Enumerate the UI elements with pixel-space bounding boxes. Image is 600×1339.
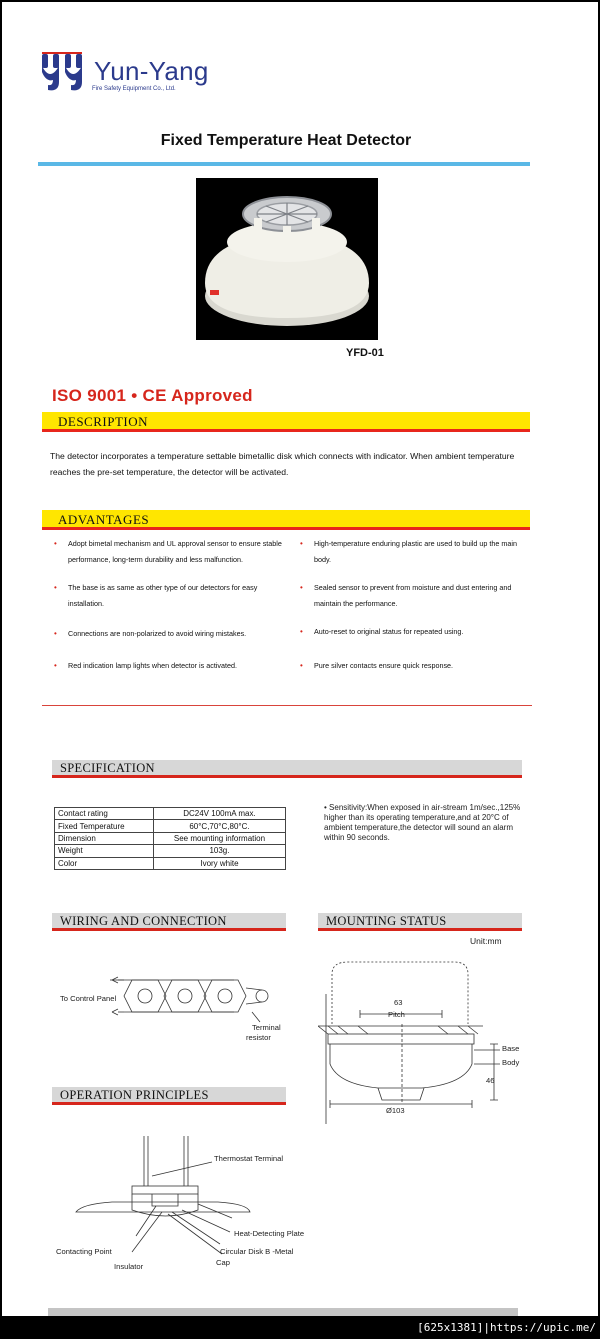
list-item: • Red indication lamp lights when detector is activated. [68, 658, 290, 674]
table-row: Contact rating DC24V 100mA max. [55, 808, 286, 820]
document-page [2, 2, 598, 1316]
yun-yang-logo-icon [40, 52, 88, 96]
body-label: Body [502, 1058, 520, 1067]
list-item: • Pure silver contacts ensure quick response. [314, 658, 528, 674]
list-item: • Connections are non-polarized to avoid wiring mistakes. [68, 626, 290, 642]
advantages-heading: ADVANTAGES [58, 512, 150, 527]
list-item: • High-temperature enduring plastic are used to build up the main body. [314, 536, 528, 568]
list-item: • Sealed sensor to prevent from moisture and dust entering and maintain the performance. [314, 580, 528, 612]
contacting-point-label: Contacting Point [56, 1247, 112, 1256]
terminal-label: Terminal [252, 1023, 281, 1032]
heat-detecting-plate-label: Heat-Detecting Plate [234, 1229, 305, 1238]
bullet-icon: • [54, 629, 57, 638]
bullet-icon: • [324, 803, 330, 812]
brand-subtitle: Fire Safety Equipment Co., Ltd. [92, 86, 176, 92]
diameter-dimension: Ø103 [386, 1106, 405, 1115]
mounting-heading: MOUNTING STATUS [326, 914, 447, 928]
insulator-label: Insulator [114, 1262, 144, 1271]
title-divider [38, 162, 530, 166]
operation-diagram [72, 1132, 252, 1262]
base-label: Base [502, 1044, 520, 1053]
pitch-label: Pitch [388, 1010, 405, 1019]
operation-header [52, 1087, 286, 1105]
resistor-label: resistor [246, 1033, 271, 1042]
thermostat-terminal-label: Thermostat Terminal [214, 1154, 284, 1163]
list-item: • Adopt bimetal mechanism and UL approval sensor to ensure stable performance, long-term durability and less malfunction. [68, 536, 290, 568]
table-row: Dimension See mounting information [55, 832, 286, 844]
bullet-icon: • [300, 539, 303, 548]
bottom-scroll-bar [48, 1308, 518, 1316]
mounting-diagram [318, 954, 528, 1134]
image-host-tag: [625x1381]|https://upic.me/ [417, 1321, 596, 1334]
height-dimension: 46 [486, 1076, 495, 1085]
section-divider [42, 705, 532, 706]
specification-header [52, 760, 522, 778]
circular-disk-label: Circular Disk B -Metal [220, 1247, 294, 1256]
bullet-icon: • [300, 583, 303, 592]
certification-banner: ISO 9001 • CE Approved [52, 386, 253, 405]
table-row: Fixed Temperature 60°C,70°C,80°C. [55, 820, 286, 832]
description-text: The detector incorporates a temperature settable bimetallic disk which connects with indicator. When ambient temperature reaches the pre-set temperature, the detector will be activated. [50, 451, 515, 477]
mounting-header [318, 913, 522, 931]
bullet-icon: • [300, 661, 303, 670]
detector-photo [196, 178, 378, 340]
bullet-icon: • [54, 539, 57, 548]
description-header [42, 412, 530, 432]
advantages-header [42, 510, 530, 530]
wiring-heading: WIRING AND CONNECTION [60, 914, 227, 928]
image-size-label: [625x1381] [417, 1321, 484, 1334]
cap-label: Cap [216, 1258, 230, 1267]
wiring-header [52, 913, 286, 931]
bullet-icon: • [300, 627, 303, 636]
bullet-icon: • [54, 661, 57, 670]
specification-table [54, 807, 286, 870]
pitch-value: 63 [394, 998, 403, 1007]
operation-heading: OPERATION PRINCIPLES [60, 1088, 209, 1102]
bullet-icon: • [54, 583, 57, 592]
brand-name: Yun-Yang [94, 56, 209, 86]
sensitivity-note: • Sensitivity:When exposed in air-stream 1m/sec.,125% higher than its operating temperature,and at 20°C of ambient temperature,the detector will sound an alarm within 90 seconds. [324, 803, 521, 842]
to-control-panel-label: To Control Panel [60, 994, 117, 1003]
description-heading: DESCRIPTION [58, 414, 149, 429]
unit-label: Unit:mm [470, 936, 502, 946]
model-number: YFD-01 [346, 347, 384, 359]
table-row: Weight 103g. [55, 845, 286, 857]
specification-heading: SPECIFICATION [60, 761, 155, 775]
list-item: • Auto-reset to original status for repeated using. [314, 624, 528, 640]
list-item: • The base is as same as other type of our detectors for easy installation. [68, 580, 290, 612]
image-host-url[interactable]: https://upic.me/ [490, 1321, 596, 1334]
table-row: Color Ivory white [55, 857, 286, 869]
document-title: Fixed Temperature Heat Detector [160, 132, 412, 149]
